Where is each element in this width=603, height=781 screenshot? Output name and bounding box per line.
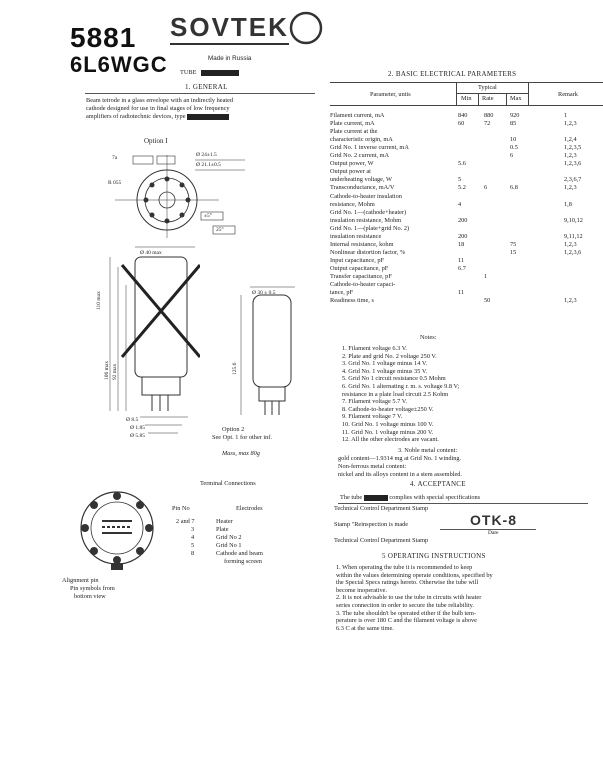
date-label: Date [488, 530, 499, 536]
pin-row: 3 [191, 526, 195, 533]
col-min: Min [461, 95, 472, 102]
tube-label-text: TUBE [180, 69, 197, 76]
param-name-cell: Output power, W [330, 160, 374, 168]
param-value-cell: 1,2,3,5 [564, 144, 582, 152]
redacted-tube-type [201, 70, 239, 76]
param-name-cell: Input capacitance, pF [330, 256, 385, 264]
param-name-cell: Internal resistance, kohm [330, 240, 394, 248]
param-name-cell: resistance, Mohm [330, 200, 375, 208]
col-parameter: Parameter, units [370, 91, 411, 98]
param-value-cell: 85 [510, 120, 517, 128]
param-value-cell: 1 [564, 112, 568, 119]
pin-row: 5 [191, 542, 195, 549]
param-value-cell: 1,8 [564, 200, 572, 208]
dim-h4: 125.6 [232, 362, 238, 375]
section-basic-title: 2. BASIC ELECTRICAL PARAMETERS [388, 70, 517, 78]
param-value-cell: 1,2,3 [564, 152, 577, 160]
section-acceptance-title: 4. ACCEPTANCE [410, 480, 466, 488]
dim-7a: 7a [112, 155, 118, 161]
metal-line-3: nickel and its alloys content in a stem assembled. [338, 471, 462, 478]
table-row [330, 233, 603, 241]
note-item: resistance in a plate load circuit 2.5 Kohm [342, 390, 449, 398]
param-value-cell: 1,2,3 [564, 240, 577, 248]
operating-line: within the values determining operate conditions, specified by [336, 571, 493, 579]
operating-line: 6.3 C at the same time. [336, 624, 394, 632]
option1-label: Option I [144, 137, 168, 145]
dim-h2: 106 max [104, 360, 110, 380]
param-name-cell: Cathode-to-heater capaci- [330, 281, 396, 289]
table-row [330, 281, 603, 289]
col-remark: Remark [558, 91, 578, 98]
table-row [330, 265, 603, 273]
param-value-cell: 6.8 [510, 184, 518, 192]
note-item: 9. Filament voltage 7 V. [342, 413, 403, 421]
note-item: 11. Grid No. 1 voltage minus 200 V. [342, 428, 434, 436]
table-row [330, 120, 603, 128]
table-header [330, 82, 603, 106]
table-row [330, 168, 603, 176]
param-value-cell: 840 [458, 112, 468, 119]
param-name-cell: Readiness time, s [330, 297, 374, 305]
redacted-type [187, 114, 229, 120]
table-row [330, 152, 603, 160]
param-value-cell: 50 [484, 297, 491, 305]
table-row [330, 184, 603, 192]
note-item: 4. Grid No. 1 voltage minus 35 V. [342, 367, 428, 375]
param-value-cell: 2,3,6,7 [564, 176, 582, 184]
table-row [330, 297, 603, 305]
pin-caption-3: bottom view [74, 593, 106, 600]
socket-top-view-drawing [105, 150, 250, 240]
param-value-cell: 60 [458, 120, 465, 128]
table-row [330, 289, 603, 297]
param-value-cell: 200 [458, 216, 468, 224]
param-value-cell: 6.7 [458, 264, 466, 272]
param-value-cell: 1,2,3,6 [564, 160, 582, 168]
table-row [330, 160, 603, 168]
table-row [330, 241, 603, 249]
param-name-cell: underheating voltage, W [330, 176, 392, 184]
acceptance-text-a: The tube [340, 494, 363, 501]
operating-line: 1. When operating the tube it is recommended to keep [336, 564, 473, 571]
table-row [330, 144, 603, 152]
param-name-cell: insulation resistance [330, 232, 382, 240]
metal-line-2: Non-ferrous metal content: [338, 463, 407, 470]
registered-icon [288, 10, 324, 46]
divider [85, 93, 315, 94]
dim-d11: Ø 5.85 [130, 433, 145, 439]
dim-h3: 92 max [112, 363, 118, 380]
note-item: 10. Grid No. 1 voltage minus 100 V. [342, 421, 434, 428]
operating-line: 2. It is not advisable to use the tube in circuits with heater [336, 594, 482, 602]
operating-line: 3. The tube shouldn't be operated either if the bulb tem- [336, 609, 477, 617]
param-name-cell: Transconductance, mA/V [330, 184, 395, 192]
param-value-cell: 5.2 [458, 184, 466, 192]
general-line-1: Beam tetrode in a glass envelope with an indirectly heated [86, 97, 234, 104]
param-name-cell: Grid No. 1—(plate+grid No. 2) [330, 224, 410, 232]
mass: Mass, max 80g [222, 450, 260, 457]
operating-line: become inoperative. [336, 586, 388, 594]
param-name-cell: Filament current, mA [330, 112, 385, 119]
param-name-cell: Output power at [330, 168, 371, 176]
col-typical: Typical [478, 84, 497, 91]
param-value-cell: 0.5 [510, 144, 518, 152]
dept-stamp-2: Technical Control Department Stamp [334, 537, 429, 544]
table-row [330, 201, 603, 209]
param-value-cell: 920 [510, 112, 520, 119]
note-item: 5. Grid No 1 circuit resistance 0.5 Mohm [342, 375, 446, 383]
electrode-row: Plate [216, 526, 229, 533]
param-value-cell: 1,2,3 [564, 120, 577, 128]
dept-stamp-1: Technical Control Department Stamp [334, 505, 429, 512]
pin-row: 8 [191, 550, 195, 557]
note-item: 2. Plate and grid No. 2 voltage 250 V. [342, 352, 437, 360]
electrode-row: Grid No 1 [216, 542, 242, 549]
param-value-cell: 18 [458, 240, 465, 248]
pin-caption-1: Alignment pin [62, 577, 99, 584]
param-name-cell: Grid No. 1—(cathode+heater) [330, 208, 407, 216]
param-name-cell: Plate current, mA [330, 120, 375, 128]
tube-number: 5881 [70, 22, 137, 53]
table-row [330, 273, 603, 281]
operating-line: the Special Specs ratings hereto. Otherwise the tube will [336, 579, 479, 587]
table-row [330, 217, 603, 225]
dim-angle-1: ±5° [204, 213, 212, 219]
electrode-row: Cathode and beam [216, 550, 263, 557]
param-name-cell: Output capacitance, pF [330, 264, 389, 272]
dim-h1: 110 max [96, 291, 102, 310]
param-name-cell: Cathode-to-heater insulation [330, 192, 402, 200]
table-row [330, 257, 603, 265]
signature-line [338, 503, 588, 504]
acceptance-line [340, 494, 480, 502]
param-value-cell: 200 [458, 232, 468, 240]
reinspection-stamp: Stamp "Reinspection is made [334, 521, 409, 528]
param-value-cell: 5 [458, 176, 462, 184]
col-max: Max [510, 95, 522, 102]
otk-stamp: OTK-8 [470, 512, 517, 528]
note-item: 7. Filament voltage 5.7 V. [342, 398, 408, 406]
param-value-cell: 11 [458, 256, 465, 264]
table-row [330, 193, 603, 201]
brand-text: SOVTEK [170, 12, 289, 45]
electrode-row: Heater [216, 518, 233, 525]
dim-d1: Ø 24±1.5 [196, 152, 217, 158]
divider [456, 83, 457, 105]
param-value-cell: 10 [510, 136, 517, 144]
operating-line: perature is over 180 C and the filament voltage is above [336, 617, 477, 625]
note-item: 12. All the other electrodes are vacant. [342, 436, 439, 444]
acceptance-text-b: complies with special specifications [389, 494, 481, 501]
param-value-cell: 1,2,3 [564, 184, 577, 192]
col-rate: Rate [482, 95, 494, 102]
param-name-cell: Grid No. 2 current, mA [330, 152, 390, 160]
param-value-cell: 4 [458, 200, 462, 208]
table-row [330, 136, 603, 144]
param-value-cell: 1,2,3 [564, 297, 577, 305]
param-value-cell: 9,10,12 [564, 216, 583, 224]
param-value-cell: 5.6 [458, 160, 466, 168]
dim-d7: Ø 40 max [140, 250, 162, 256]
param-value-cell: 72 [484, 120, 491, 128]
electrode-row: forming screen [224, 558, 262, 565]
redacted-type [364, 495, 388, 501]
note-item: 8. Cathode-to-heater voltage±250 V. [342, 405, 434, 413]
divider [478, 93, 479, 105]
param-value-cell: 6 [484, 184, 488, 192]
pin-row: 2 and 7 [176, 518, 195, 525]
electrode-row: Grid No 2 [216, 534, 242, 541]
made-in: Made in Russia [208, 55, 252, 62]
divider [456, 93, 528, 94]
tube-label [180, 69, 239, 77]
param-name-cell: Nonlinear distortion factor, % [330, 248, 406, 256]
divider [506, 93, 507, 105]
operating-line: series connection in order to secure the tube reliability. [336, 602, 474, 609]
param-name-cell: Plate current at the [330, 128, 378, 136]
tube-alt-number: 6L6WGC [70, 52, 168, 77]
param-value-cell: 1 [484, 273, 488, 280]
option2-label: Option 2 [222, 426, 245, 433]
option2-ref: See Opt. 1 for other inf. [212, 434, 272, 441]
pin-row: 4 [191, 534, 195, 541]
table-row [330, 225, 603, 233]
dim-angle-2: 25° [216, 227, 224, 233]
dim-r: R 055 [108, 180, 122, 186]
param-value-cell: 75 [510, 240, 517, 248]
divider [528, 83, 529, 105]
param-name-cell: Grid No. 1 inverse current, mA [330, 144, 409, 152]
table-row [330, 128, 603, 136]
section-operating-title: 5 OPERATING INSTRUCTIONS [382, 552, 486, 560]
param-value-cell: 15 [510, 248, 517, 256]
table-row [330, 249, 603, 257]
pin-diagram [72, 483, 162, 573]
param-value-cell: 6 [510, 152, 514, 160]
param-name-cell: characteristic origin, mA [330, 136, 393, 144]
param-value-cell: 9,11,12 [564, 232, 583, 240]
terminal-col-pin: Pin No [172, 505, 190, 512]
table-row [330, 112, 603, 120]
option1-side-drawing [100, 245, 200, 435]
pin-caption-2: Pin symbols from [70, 585, 115, 592]
param-name-cell: Transfer capacitance, pF [330, 273, 392, 280]
param-name-cell: tance, pF [330, 289, 354, 297]
dim-d10: Ø 1.85 [130, 425, 145, 431]
option2-side-drawing [235, 285, 305, 435]
section-general-title: 1. GENERAL [185, 83, 228, 91]
general-line-2: cathode designed for use in final stages of low frequency [86, 105, 230, 112]
table-row [330, 209, 603, 217]
notes-title: Notes: [420, 334, 437, 341]
note-item: 3. Grid No. 1 voltage minus 14 V. [342, 360, 428, 368]
param-value-cell: 880 [484, 112, 494, 119]
metal-line-1: gold content—1.9314 mg at Grid No. 1 winding. [338, 455, 462, 462]
dim-d8: Ø 30 ± 0.5 [252, 290, 276, 296]
terminal-col-electrodes: Electrodes [236, 505, 263, 512]
param-value-cell: 11 [458, 289, 465, 297]
brand-logo [170, 12, 320, 48]
param-value-cell: 1,2,4 [564, 136, 577, 144]
general-line-3 [86, 113, 229, 121]
terminal-title: Terminal Connections [200, 480, 256, 487]
general-line-3-text: amplifiers of radiotechnic devices, type [86, 113, 186, 120]
note-item: 1. Filament voltage 6.3 V. [342, 345, 408, 352]
note-item: 6. Grid No. 1 alternating r. m. s. voltage 9.8 V; [342, 383, 460, 390]
table-row [330, 176, 603, 184]
dim-d9: Ø 8.5 [126, 417, 139, 423]
dim-d2: Ø 21.1±0.5 [196, 162, 221, 168]
param-name-cell: insulation resistance, Mohm [330, 216, 402, 224]
metal-title: 3. Noble metal content: [398, 447, 458, 454]
param-value-cell: 1,2,3,6 [564, 248, 582, 256]
